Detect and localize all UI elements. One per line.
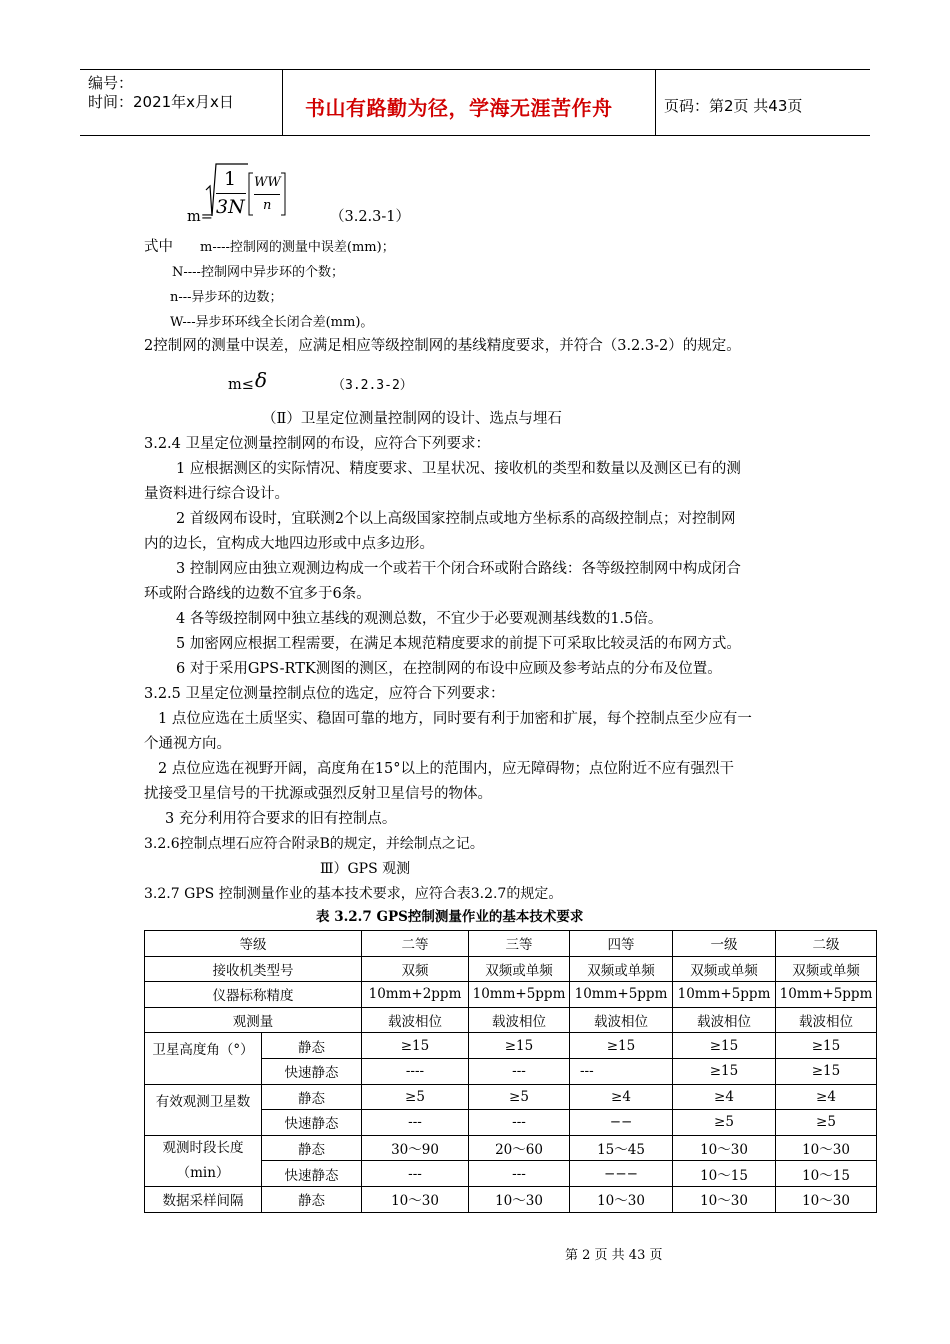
table-cell: 30～90 xyxy=(362,1135,469,1161)
table-cell: 10mm+5ppm xyxy=(673,982,776,1008)
formula1-bracket-bar xyxy=(254,194,280,195)
s324-item6: 6 对于采用GPS-RTK测图的测区，在控制网的布设中应顾及参考站点的分布及位置。 xyxy=(176,661,722,677)
table-cell: 静态 xyxy=(262,1186,362,1212)
s324-item1-a: 1 应根据测区的实际情况、精度要求、卫星状况、接收机的类型和数量以及测区已有的测 xyxy=(176,461,741,477)
table-row xyxy=(145,1186,877,1212)
formula1-bracket-bottom: n xyxy=(263,198,272,213)
formula1-denominator: 3N xyxy=(216,196,245,218)
s325-item1-a: 1 点位应选在土质坚实、稳固可靠的地方，同时要有利于加密和扩展，每个控制点至少应有一 xyxy=(158,711,752,727)
table-cell: 三等 xyxy=(469,931,570,957)
table-cell: 静态 xyxy=(262,1135,362,1161)
formula1-bracket-top: WW xyxy=(254,175,281,190)
table-cell: 10～30 xyxy=(469,1186,570,1212)
s327: 3.2.7 GPS 控制测量作业的基本技术要求，应符合表3.2.7的规定。 xyxy=(144,886,563,902)
definition-W: W---异步环环线全长闭合差(mm)。 xyxy=(170,315,374,330)
header-date: 时间：2021年x月x日 xyxy=(88,93,234,111)
table-cell: --- xyxy=(362,1161,469,1187)
table-cell: 载波相位 xyxy=(570,1007,673,1033)
table-cell: ≥15 xyxy=(673,1033,776,1059)
table-cell: 静态 xyxy=(262,1084,362,1110)
table-cell: −−− xyxy=(570,1161,673,1187)
table-cell: --- xyxy=(469,1058,570,1084)
table-cell: 有效观测卫星数 xyxy=(145,1084,262,1135)
table-cell: 观测量 xyxy=(145,1007,362,1033)
table-row xyxy=(145,1007,877,1033)
table-cell: −− xyxy=(570,1110,673,1136)
s325-item1-b: 个通视方向。 xyxy=(144,736,231,752)
definition-N: N----控制网中异步环的个数； xyxy=(172,265,344,280)
table-cell: 载波相位 xyxy=(469,1007,570,1033)
table-cell: 载波相位 xyxy=(362,1007,469,1033)
s324-item1-b: 量资料进行综合设计。 xyxy=(144,486,289,502)
definition-m: m----控制网的测量中误差(mm)； xyxy=(200,240,395,255)
header-bottom-rule xyxy=(80,135,870,136)
header-divider-right xyxy=(655,69,656,135)
table-cell: --- xyxy=(570,1058,673,1084)
section-3-heading: Ⅲ）GPS 观测 xyxy=(320,861,411,877)
table-cell: --- xyxy=(469,1161,570,1187)
s326: 3.2.6控制点埋石应符合附录B的规定，并绘制点之记。 xyxy=(144,836,484,852)
s325-item3: 3 充分利用符合要求的旧有控制点。 xyxy=(165,811,397,827)
table-cell: 数据采样间隔 xyxy=(145,1186,262,1212)
s324-title: 3.2.4 卫星定位测量控制网的布设，应符合下列要求： xyxy=(144,436,491,452)
s324-item2-b: 内的边长，宜构成大地四边形或中点多边形。 xyxy=(144,536,434,552)
header-page-label: 页码：第2页 共43页 xyxy=(664,97,803,115)
table-cell: 双频或单频 xyxy=(776,956,877,982)
table-cell: 10mm+5ppm xyxy=(469,982,570,1008)
table-caption: 表 3.2.7 GPS控制测量作业的基本技术要求 xyxy=(316,909,584,925)
table-cell: ≥15 xyxy=(570,1033,673,1059)
table-cell: 快速静态 xyxy=(262,1161,362,1187)
s324-item4: 4 各等级控制网中独立基线的观测总数，不宜少于必要观测基线数的1.5倍。 xyxy=(176,611,663,627)
table-cell: --- xyxy=(469,1110,570,1136)
table-cell: 四等 xyxy=(570,931,673,957)
table-cell: ≥5 xyxy=(673,1110,776,1136)
table-cell xyxy=(145,1135,262,1186)
table-cell: 10～30 xyxy=(362,1186,469,1212)
table-row xyxy=(145,931,877,957)
s324-item3-b: 环或附合路线的边数不宜多于6条。 xyxy=(144,586,371,602)
header-divider-left xyxy=(282,69,283,135)
table-cell: ≥4 xyxy=(673,1084,776,1110)
table-cell: 20～60 xyxy=(469,1135,570,1161)
table-cell: 15～45 xyxy=(570,1135,673,1161)
table-cell: 仪器标称精度 xyxy=(145,982,362,1008)
formula1-fraction-bar xyxy=(216,193,246,194)
table-cell: 10mm+2ppm xyxy=(362,982,469,1008)
definition-n: n---异步环的边数； xyxy=(170,290,283,305)
table-cell: ---- xyxy=(362,1058,469,1084)
gps-requirements-table xyxy=(144,930,877,1213)
table-cell: ≥4 xyxy=(570,1084,673,1110)
table-cell: 10～30 xyxy=(673,1186,776,1212)
table-cell: 快速静态 xyxy=(262,1058,362,1084)
table-row xyxy=(145,1135,877,1161)
table-cell: 10～30 xyxy=(673,1135,776,1161)
table-row xyxy=(145,956,877,982)
formula1-numerator: 1 xyxy=(224,168,237,190)
table-cell: 10～30 xyxy=(776,1135,877,1161)
table-cell: 卫星高度角（°） xyxy=(145,1033,262,1084)
table-cell: 10～30 xyxy=(570,1186,673,1212)
table-cell: 10～15 xyxy=(673,1161,776,1187)
table-cell: 10～30 xyxy=(776,1186,877,1212)
table-cell: 载波相位 xyxy=(673,1007,776,1033)
table-cell: --- xyxy=(362,1110,469,1136)
table-cell: ≥5 xyxy=(776,1110,877,1136)
table-cell: 10～15 xyxy=(776,1161,877,1187)
s325-item2-a: 2 点位应选在视野开阔，高度角在15°以上的范围内，应无障碍物；点位附近不应有强烈干 xyxy=(158,761,735,777)
table-cell: ≥5 xyxy=(469,1084,570,1110)
table-cell: 等级 xyxy=(145,931,362,957)
table-cell: ≥15 xyxy=(776,1058,877,1084)
table-cell: 双频 xyxy=(362,956,469,982)
table-cell: ≥15 xyxy=(469,1033,570,1059)
s325-title: 3.2.5 卫星定位测量控制点位的选定，应符合下列要求： xyxy=(144,686,505,702)
table-cell: 10mm+5ppm xyxy=(776,982,877,1008)
table-cell: 双频或单频 xyxy=(570,956,673,982)
table-cell: ≥5 xyxy=(362,1084,469,1110)
table-row xyxy=(145,1084,877,1110)
formula2-ref: （3.2.3-2） xyxy=(332,378,413,393)
table-cell: 二等 xyxy=(362,931,469,957)
table-cell: 静态 xyxy=(262,1033,362,1059)
session-label-b: （min） xyxy=(176,1164,230,1181)
table-cell: 双频或单频 xyxy=(469,956,570,982)
formula1-lhs: m= xyxy=(187,209,213,225)
formula2-delta: δ xyxy=(255,368,268,392)
paragraph-2: 2控制网的测量中误差，应满足相应等级控制网的基线精度要求，并符合（3.2.3-2）的规定。 xyxy=(144,338,741,354)
header-number-label: 编号： xyxy=(88,74,134,92)
page-footer: 第 2 页 共 43 页 xyxy=(565,1248,663,1263)
table-cell: 双频或单频 xyxy=(673,956,776,982)
header-top-rule xyxy=(80,69,870,70)
table-row xyxy=(145,982,877,1008)
table-cell: ≥4 xyxy=(776,1084,877,1110)
section-2-heading: （Ⅱ）卫星定位测量控制网的设计、选点与埋石 xyxy=(262,411,562,427)
table-cell: ≥15 xyxy=(776,1033,877,1059)
table-cell: 10mm+5ppm xyxy=(570,982,673,1008)
table-cell: ≥15 xyxy=(362,1033,469,1059)
table-cell: ≥15 xyxy=(673,1058,776,1084)
table-cell: 一级 xyxy=(673,931,776,957)
s325-item2-b: 扰接受卫星信号的干扰源或强烈反射卫星信号的物体。 xyxy=(144,786,492,802)
header-motto: 书山有路勤为径，学海无涯苦作舟 xyxy=(305,96,613,120)
table-cell: 接收机类型号 xyxy=(145,956,362,982)
table-cell: 快速静态 xyxy=(262,1110,362,1136)
table-cell: 载波相位 xyxy=(776,1007,877,1033)
session-label-a: 观测时段长度 xyxy=(162,1139,244,1156)
formula1-ref: （3.2.3-1） xyxy=(330,209,411,225)
definitions-intro: 式中 xyxy=(144,239,173,255)
table-row xyxy=(145,1033,877,1059)
s324-item5: 5 加密网应根据工程需要，在满足本规范精度要求的前提下可采取比较灵活的布网方式。 xyxy=(176,636,741,652)
s324-item2-a: 2 首级网布设时，宜联测2个以上高级国家控制点或地方坐标系的高级控制点；对控制网 xyxy=(176,511,736,527)
s324-item3-a: 3 控制网应由独立观测边构成一个或若干个闭合环或附合路线：各等级控制网中构成闭合 xyxy=(176,561,741,577)
table-cell: 二级 xyxy=(776,931,877,957)
formula2-lhs: m≤ xyxy=(228,377,254,393)
